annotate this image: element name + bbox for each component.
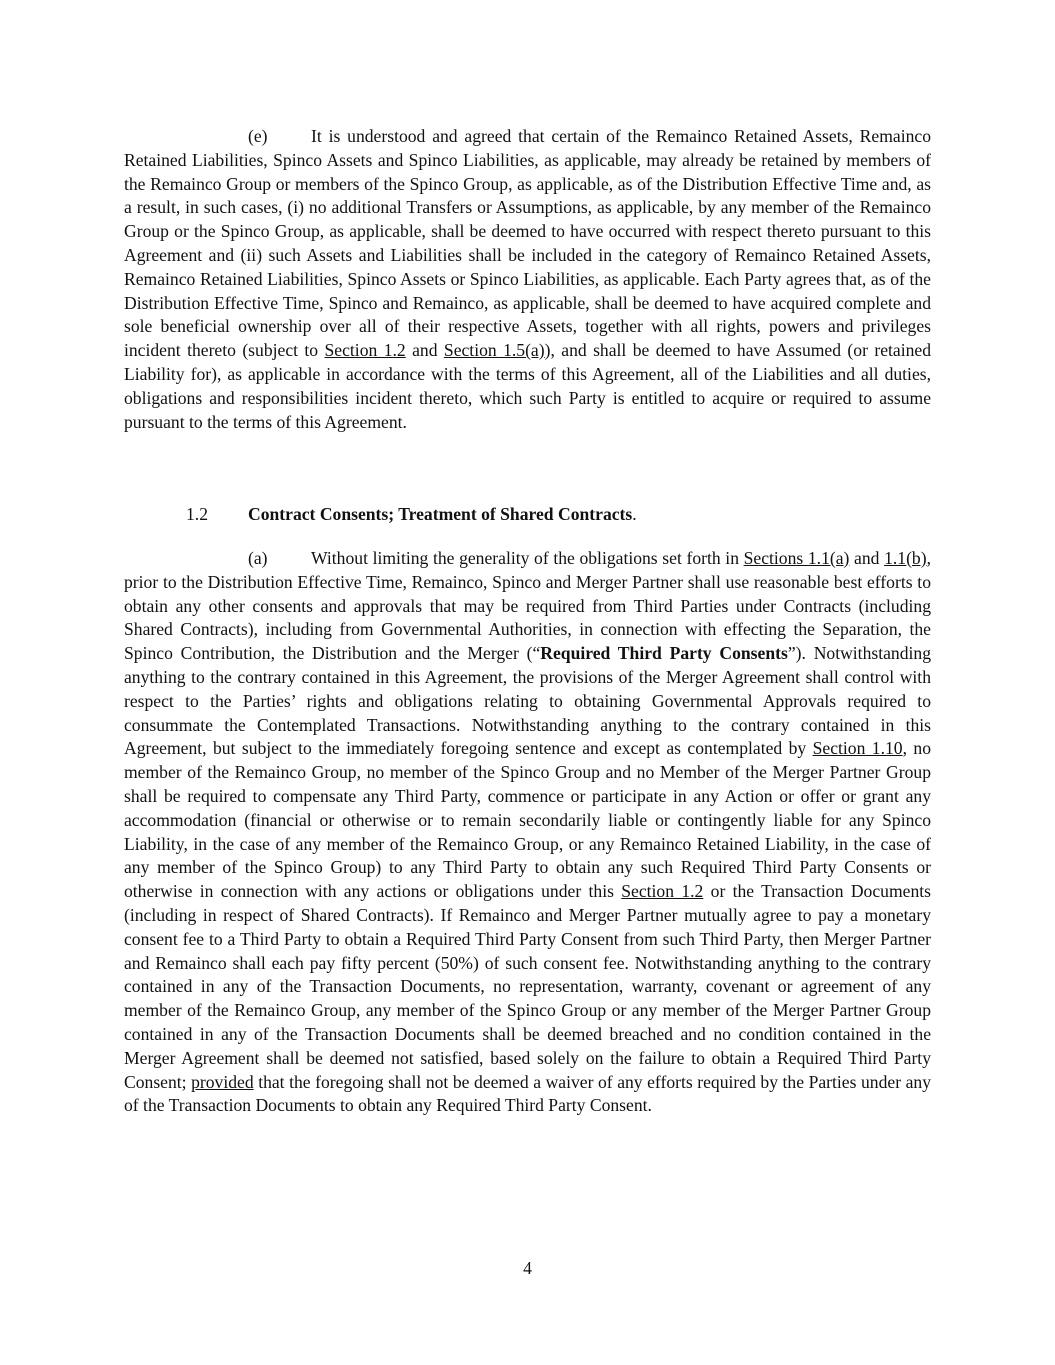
section-reference: Section 1.10 xyxy=(812,738,903,759)
paragraph-a xyxy=(124,547,931,1118)
page-number: 4 xyxy=(523,1258,532,1278)
proviso-term: provided xyxy=(191,1071,254,1092)
section-title xyxy=(248,503,637,527)
paragraph-marker: (e) xyxy=(248,126,268,146)
section-reference: Sections 1.1(a) xyxy=(743,548,850,568)
section-reference: Section 1.2 xyxy=(621,881,704,902)
paragraph-e xyxy=(124,125,931,434)
paragraph-text: that the foregoing shall not be deemed a waiver of any efforts required by the Parties under any of the Transaction Documents to obtain any Required Third Party Consent. xyxy=(124,1071,931,1116)
section-title-text: Contract Consents; Treatment of Shared Contracts xyxy=(248,504,633,524)
paragraph-text: , prior to the Distribution Effective Time, Remainco, Spinco and Merger Partner shall use reasonable best efforts to obtain any other consents and approvals that may be required from Third Parties under Contracts (including Shared Contracts), including from Governmental Authorities, in connection with effecting the Separation, the Spinco Contribution, the Distribution and the Merger (“ xyxy=(124,548,931,664)
paragraph-text: ”). Notwithstanding anything to the contrary contained in this Agreement, the provisions of the Merger Agreement shall control with respect to the Parties’ rights and obligations relating to obtaining Governmental Approvals required to consummate the Contemplated Transactions. Notwithstanding anything to the contrary contained in this Agreement, but subject to the immediately foregoing sentence and except as contemplated by xyxy=(124,643,931,759)
section-reference: Section 1.2 xyxy=(324,340,406,361)
paragraph-text: , no member of the Remainco Group, no member of the Spinco Group and no Member of the Merger Partner Group shall be required to compensate any Third Party, commence or participate in any Action or offer or grant any accommodation (financial or otherwise or to remain secondarily liable or contingently liable for any Spinco Liability, in the case of any member of the Remainco Group, or any Remainco Retained Liability, in the case of any member of the Spinco Group) to any Third Party to obtain any such Required Third Party Consents or otherwise in connection with any actions or obligations under this xyxy=(124,738,931,902)
section-number: 1.2 xyxy=(186,504,208,524)
defined-term: Required Third Party Consents xyxy=(540,643,788,664)
paragraph-text: Without limiting the generality of the obligations set forth in xyxy=(311,548,744,568)
paragraph-text: ), and shall be deemed to have Assumed (or retained Liability for), as applicable in accordance with the terms of this Agreement, all of the Liabilities and all duties, obligations and responsibilities incident thereto, which such Party is entitled to acquire or required to assume pursuant to the terms of this Agreement. xyxy=(124,340,932,432)
paragraph-text: and xyxy=(405,340,444,361)
paragraph-text: or the Transaction Documents (including in respect of Shared Contracts). If Remainco and Merger Partner mutually agree to pay a monetary consent fee to a Third Party to obtain a Required Third Party Consent from such Third Party, then Merger Partner and Remainco shall each pay fifty percent (50%) of such consent fee. Notwithstanding anything to the contrary contained in any of the Transaction Documents, no representation, warranty, covenant or agreement of any member of the Remainco Group, any member of the Spinco Group or any member of the Merger Partner Group contained in any of the Transaction Documents shall be deemed breached and no condition contained in the Merger Agreement shall be deemed not satisfied, based solely on the failure to obtain a Required Third Party Consent; xyxy=(124,881,931,1092)
section-title-period: . xyxy=(632,504,637,524)
paragraph-marker: (a) xyxy=(248,548,268,568)
section-reference: 1.1(b) xyxy=(884,548,927,568)
section-reference: Section 1.5(a) xyxy=(443,340,545,361)
paragraph-text: It is understood and agreed that certain of the Remainco Retained Assets, Remainco Retained Liabilities, Spinco Assets and Spinco Liabilities, as applicable, may already be retained by members of the Remainco Group or members of the Spinco Group, as applicable, as of the Distribution Effective Time and, as a result, in such cases, (i) no additional Transfers or Assumptions, as applicable, by any member of the Remainco Group or the Spinco Group, as applicable, shall be deemed to have occurred with respect thereto pursuant to this Agreement and (ii) such Assets and Liabilities shall be included in the category of Remainco Retained Assets, Remainco Retained Liabilities, Spinco Assets or Spinco Liabilities, as applicable. Each Party agrees that, as of the Distribution Effective Time, Spinco and Remainco, as applicable, shall be deemed to have acquired complete and sole beneficial ownership over all of their respective Assets, together with all rights, powers and privileges incident thereto (subject to xyxy=(124,126,931,361)
paragraph-text: and xyxy=(849,548,885,568)
